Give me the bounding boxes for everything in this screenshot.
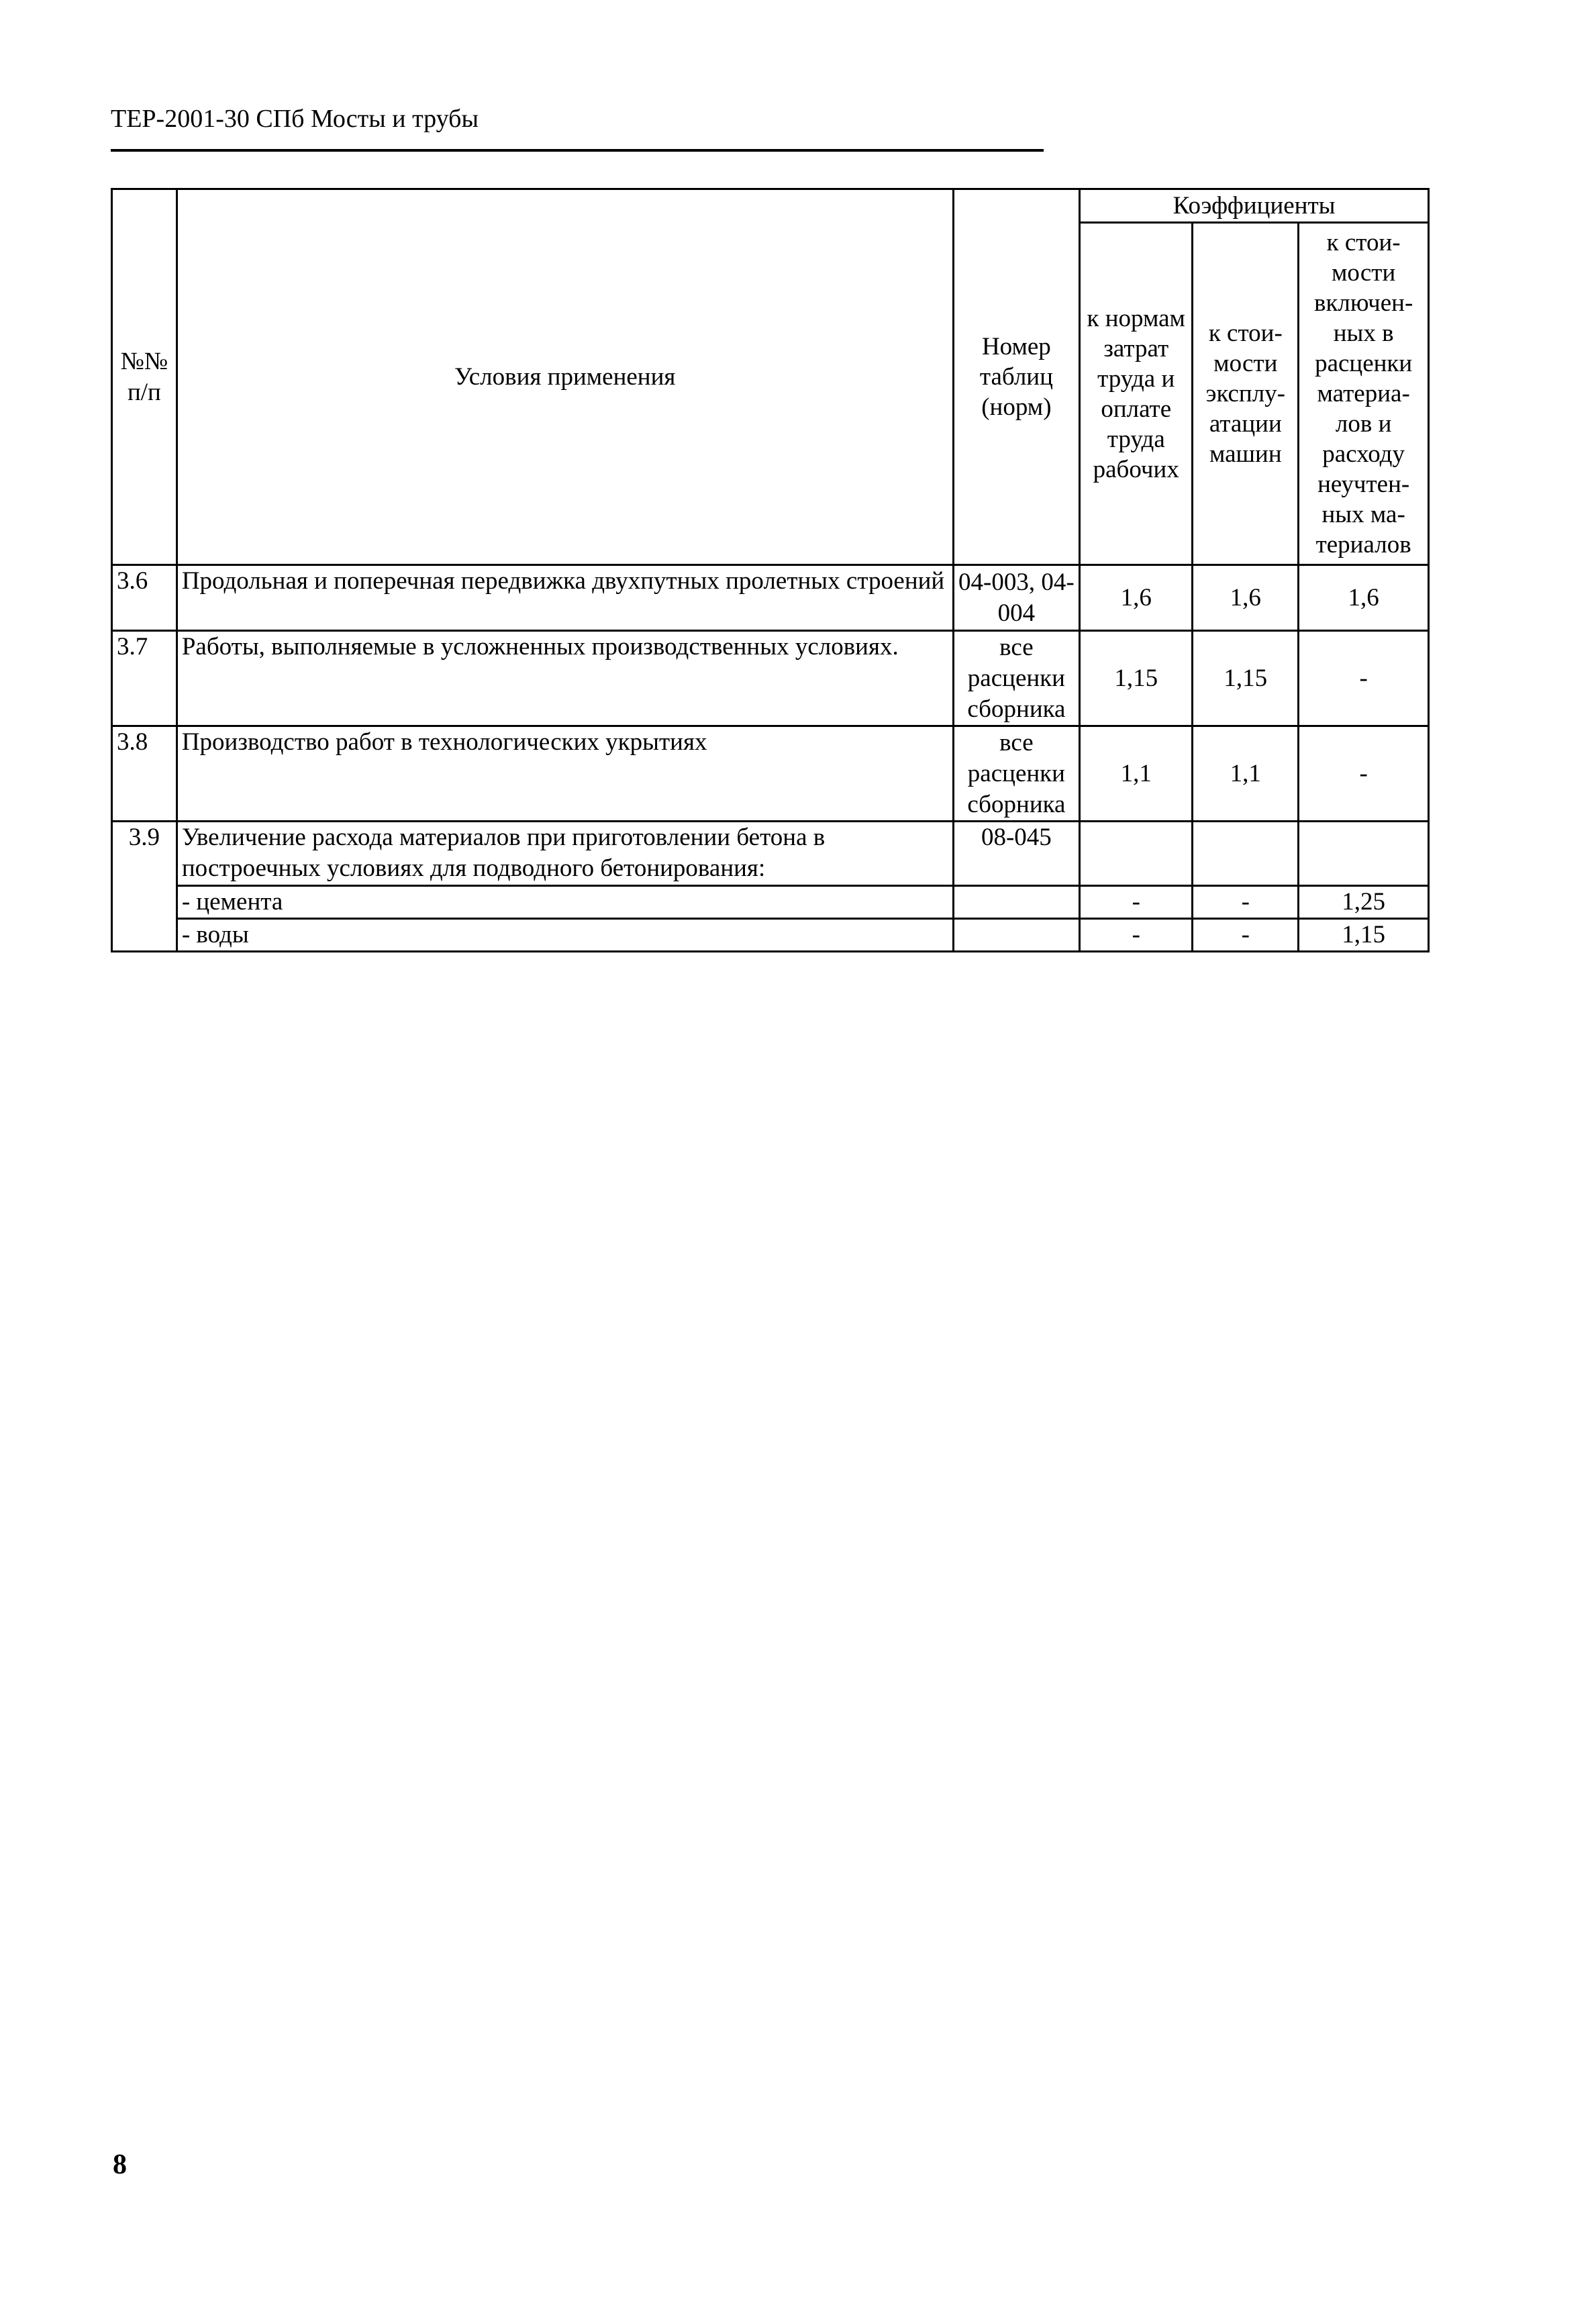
document-header: ТЕР-2001-30 СПб Мосты и трубы <box>111 105 479 133</box>
header-table-no: Номер таблиц (норм) <box>953 189 1080 565</box>
row-labor: 1,6 <box>1080 565 1193 631</box>
page-number: 8 <box>113 2149 127 2180</box>
header-materials: к стои- мости включен- ных в расценки материа- лов и расходу неучтен- ных ма- териалов <box>1299 223 1429 565</box>
subrow-machines: - <box>1193 919 1299 952</box>
table-row <box>112 565 1429 631</box>
row-conditions: Продольная и поперечная передвижка двухпутных пролетных строений <box>177 565 953 631</box>
table-row <box>112 631 1429 726</box>
subrow-materials: 1,25 <box>1299 886 1429 919</box>
subrow-table-no <box>953 919 1080 952</box>
row-num: 3.8 <box>112 726 177 822</box>
row-machines: 1,1 <box>1193 726 1299 822</box>
row-num: 3.7 <box>112 631 177 726</box>
header-coefficients: Коэффициенты <box>1080 189 1429 223</box>
row-labor <box>1080 822 1193 886</box>
row-labor: 1,1 <box>1080 726 1193 822</box>
row-num: 3.6 <box>112 565 177 631</box>
row-labor: 1,15 <box>1080 631 1193 726</box>
subrow-label: - цемента <box>177 886 953 919</box>
header-machines: к стои- мости эксплу- атации машин <box>1193 223 1299 565</box>
subrow-label: - воды <box>177 919 953 952</box>
table-subrow <box>112 886 1429 919</box>
row-materials: - <box>1299 631 1429 726</box>
header-conditions: Условия применения <box>177 189 953 565</box>
table-row <box>112 726 1429 822</box>
row-machines: 1,15 <box>1193 631 1299 726</box>
header-labor: к нормам затрат труда и оплате труда рабочих <box>1080 223 1193 565</box>
row-table-no: 04-003, 04-004 <box>953 565 1080 631</box>
row-conditions: Производство работ в технологических укрытиях <box>177 726 953 822</box>
subrow-labor: - <box>1080 919 1193 952</box>
row-table-no: все расценки сборника <box>953 631 1080 726</box>
row-materials: - <box>1299 726 1429 822</box>
coefficients-table <box>111 188 1430 952</box>
header-divider <box>111 149 1044 152</box>
row-num: 3.9 <box>112 822 177 952</box>
table-row <box>112 822 1429 886</box>
subrow-materials: 1,15 <box>1299 919 1429 952</box>
subrow-labor: - <box>1080 886 1193 919</box>
row-conditions: Работы, выполняемые в усложненных производственных условиях. <box>177 631 953 726</box>
row-machines <box>1193 822 1299 886</box>
row-table-no: 08-045 <box>953 822 1080 886</box>
header-num: №№ п/п <box>112 189 177 565</box>
row-machines: 1,6 <box>1193 565 1299 631</box>
row-materials: 1,6 <box>1299 565 1429 631</box>
row-materials <box>1299 822 1429 886</box>
subrow-machines: - <box>1193 886 1299 919</box>
row-conditions: Увеличение расхода материалов при приготовлении бетона в построечных условиях для подводного бетонирования: <box>177 822 953 886</box>
row-table-no: все расценки сборника <box>953 726 1080 822</box>
table-subrow <box>112 919 1429 952</box>
subrow-table-no <box>953 886 1080 919</box>
